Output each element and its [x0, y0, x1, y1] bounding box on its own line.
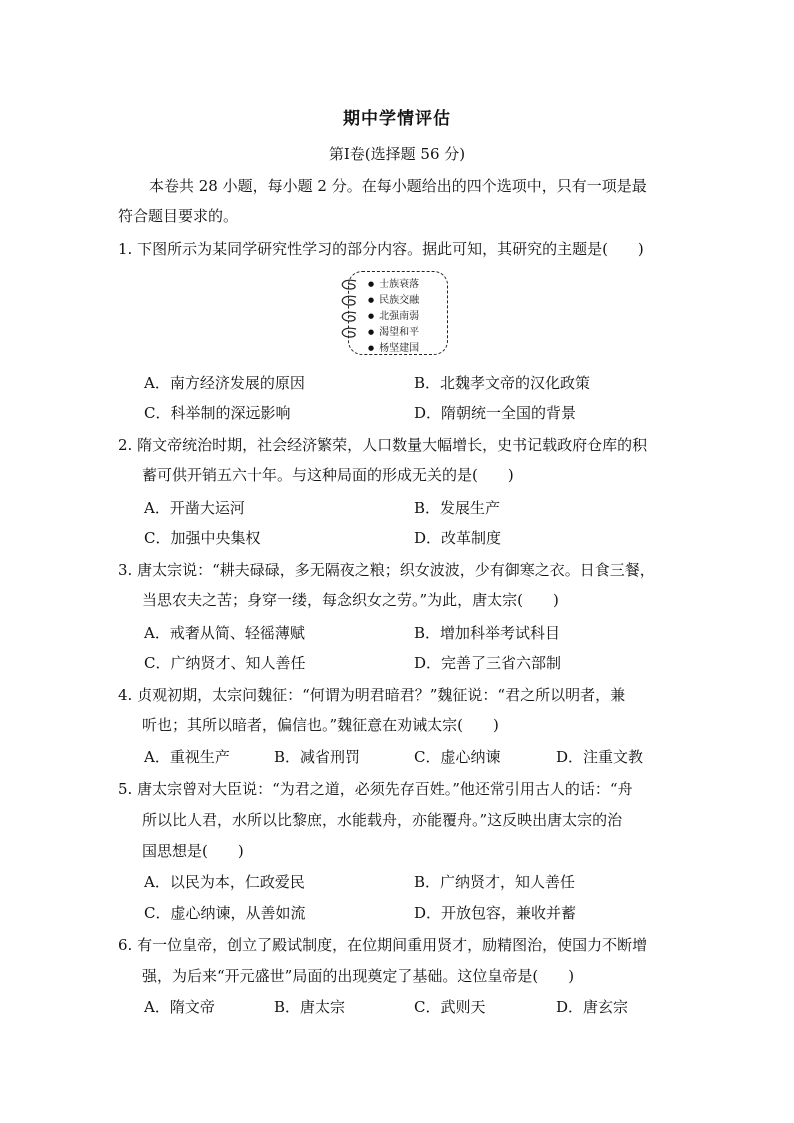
- question-6-option-a[interactable]: A．隋文帝: [144, 998, 215, 1016]
- question-4-stem-line-1: 4. 贞观初期，太宗问魏征：“何谓为明君暗君？”魏征说：“君之所以明者，兼: [118, 686, 626, 704]
- notebook-item: ● 北强南弱: [368, 309, 419, 325]
- question-5-option-d[interactable]: D．开放包容，兼收并蓄: [414, 904, 577, 922]
- question-1-option-c[interactable]: C．科举制的深远影响: [144, 404, 291, 422]
- question-2-option-a[interactable]: A．开凿大运河: [144, 499, 245, 517]
- question-1-option-a[interactable]: A．南方经济发展的原因: [144, 374, 305, 392]
- question-2-option-b[interactable]: B．发展生产: [414, 499, 501, 517]
- notebook-item: ● 杨坚建国: [368, 341, 419, 357]
- question-6-option-c[interactable]: C．武则天: [414, 998, 486, 1016]
- question-6-stem-line-1: 6. 有一位皇帝，创立了殿试制度，在位期间重用贤才，励精图治，使国力不断增: [118, 936, 648, 954]
- question-3-option-b[interactable]: B．增加科举考试科目: [414, 624, 561, 642]
- question-5-option-c[interactable]: C．虚心纳谏，从善如流: [144, 904, 306, 922]
- notebook-item: ● 士族衰落: [368, 277, 419, 293]
- question-6-option-d[interactable]: D．唐玄宗: [556, 998, 629, 1016]
- question-5-stem-line-1: 5. 唐太宗曾对大臣说：“为君之道，必须先存百姓。”他还常引用古人的话：“舟: [118, 780, 633, 798]
- question-4-option-c[interactable]: C．虚心纳谏: [414, 748, 501, 766]
- question-1-option-d[interactable]: D．隋朝统一全国的背景: [414, 404, 577, 422]
- notebook-item: ● 民族交融: [368, 293, 419, 309]
- notebook-items: [368, 277, 419, 357]
- question-5-option-a[interactable]: A．以民为本，仁政爱民: [144, 873, 305, 891]
- question-3-option-c[interactable]: C．广纳贤才、知人善任: [144, 654, 306, 672]
- question-5-option-b[interactable]: B．广纳贤才，知人善任: [414, 873, 576, 891]
- question-2-option-c[interactable]: C．加强中央集权: [144, 529, 261, 547]
- page-title: 期中学情评估: [343, 109, 451, 129]
- question-1-stem: 1. 下图所示为某同学研究性学习的部分内容。据此可知，其研究的主题是( ): [118, 240, 644, 258]
- section-heading: 第Ⅰ卷(选择题 56 分): [328, 145, 466, 163]
- question-4-option-b[interactable]: B．减省刑罚: [274, 748, 361, 766]
- question-5-stem-line-3: 国思想是( ): [142, 842, 244, 860]
- question-4-option-d[interactable]: D．注重文教: [556, 748, 644, 766]
- question-4-option-a[interactable]: A．重视生产: [144, 748, 230, 766]
- notebook-item: ● 渴望和平: [368, 325, 419, 341]
- question-5-stem-line-2: 所以比人君，水所以比黎庶，水能载舟，亦能覆舟。”这反映出唐太宗的治: [142, 811, 623, 829]
- question-6-stem-line-2: 强，为后来“开元盛世”局面的出现奠定了基础。这位皇帝是( ): [142, 967, 575, 985]
- question-6-option-b[interactable]: B．唐太宗: [274, 998, 346, 1016]
- question-4-stem-line-2: 听也；其所以暗者，偏信也。”魏征意在劝诫太宗( ): [142, 716, 499, 734]
- question-3-option-d[interactable]: D．完善了三省六部制: [414, 654, 562, 672]
- question-1-notebook-diagram: [336, 271, 452, 359]
- question-2-stem-line-1: 2. 隋文帝统治时期，社会经济繁荣，人口数量大幅增长，史书记载政府仓库的积: [118, 436, 648, 454]
- question-2-stem-line-2: 蓄可供开销五六十年。与这种局面的形成无关的是( ): [142, 466, 514, 484]
- question-3-option-a[interactable]: A．戒奢从简、轻徭薄赋: [144, 624, 305, 642]
- question-3-stem-line-1: 3. 唐太宗说：“耕夫碌碌，多无隔夜之粮；织女波波，少有御寒之衣。日食三餐，: [118, 561, 655, 579]
- question-2-option-d[interactable]: D．改革制度: [414, 529, 502, 547]
- instructions-line-2: 符合题目要求的。: [118, 207, 239, 225]
- instructions-line-1: 本卷共 28 小题，每小题 2 分。在每小题给出的四个选项中，只有一项是最: [149, 177, 647, 195]
- question-3-stem-line-2: 当思农夫之苦；身穿一缕，每念织女之劳。”为此，唐太宗( ): [142, 591, 559, 609]
- question-1-option-b[interactable]: B．北魏孝文帝的汉化政策: [414, 374, 591, 392]
